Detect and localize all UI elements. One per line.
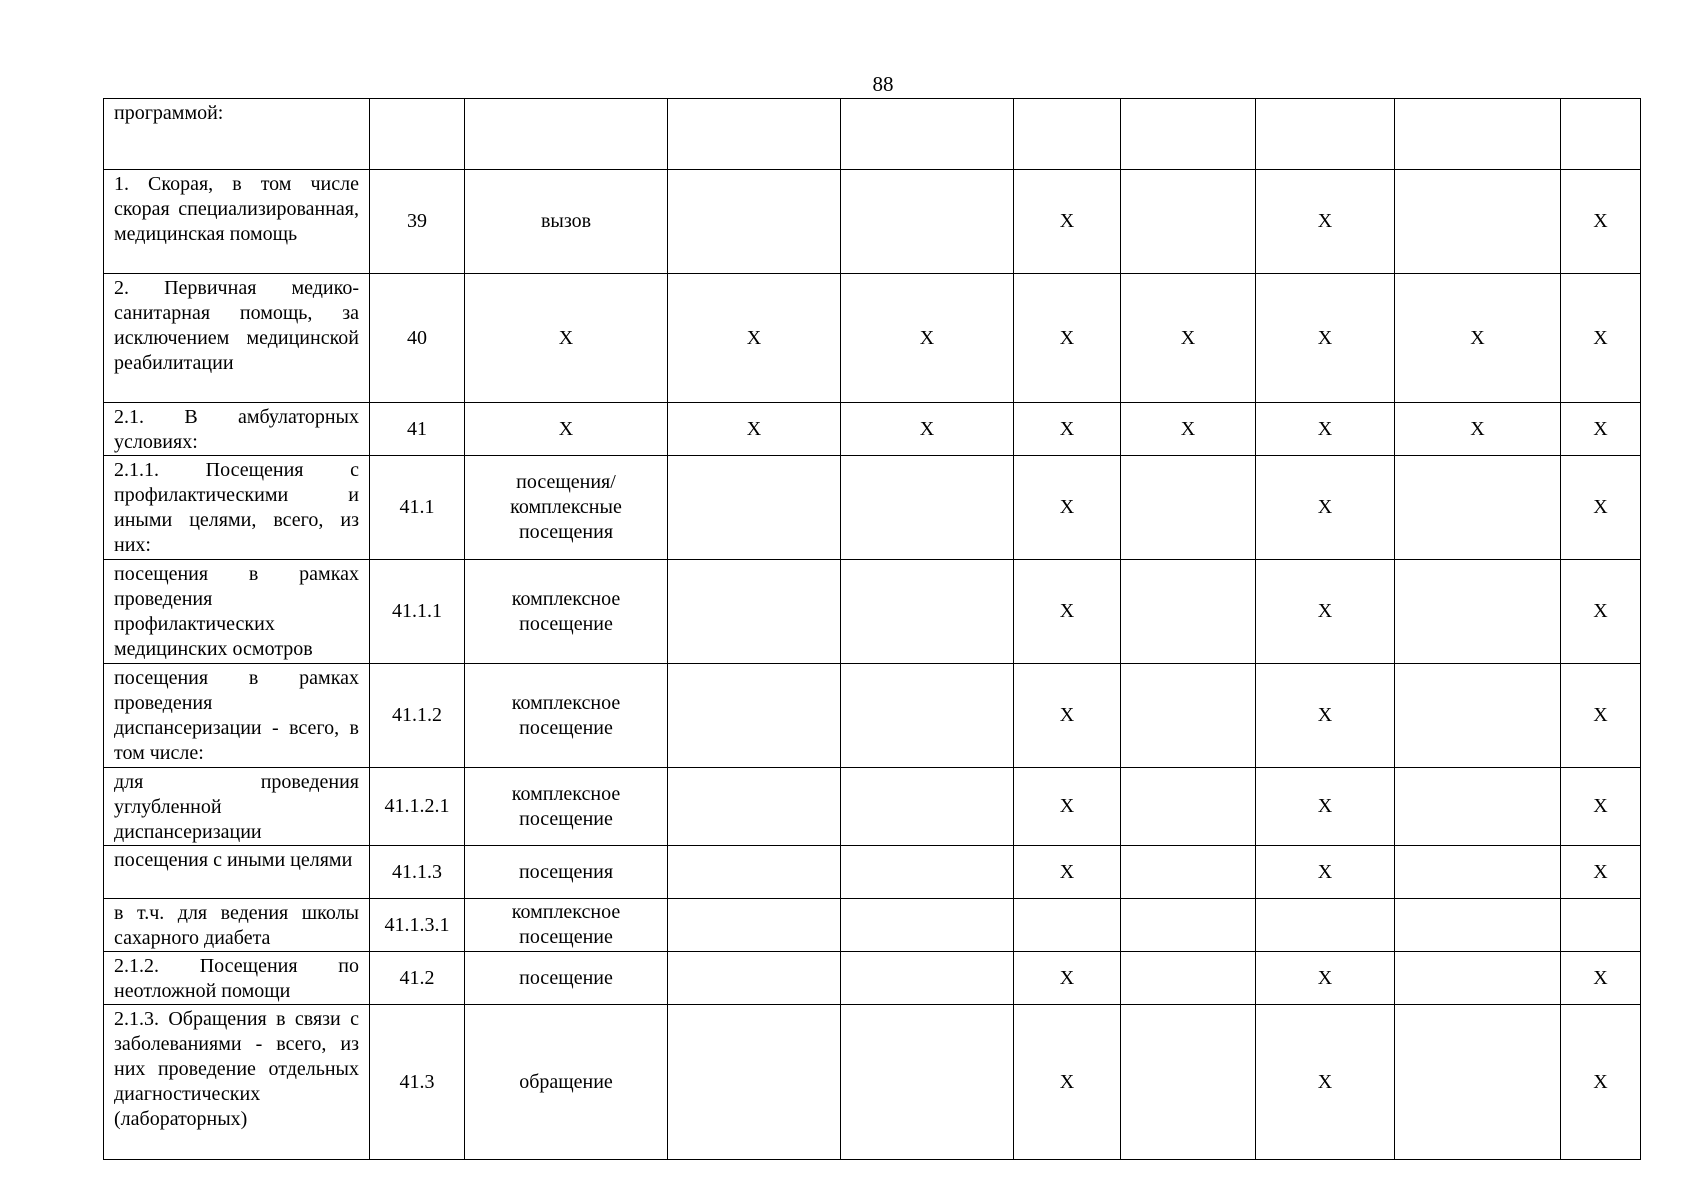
row-cell — [1256, 664, 1395, 768]
row-description — [104, 664, 370, 768]
row-unit-text: посещения/ комплексные посещения — [510, 471, 622, 543]
row-code — [370, 768, 465, 846]
row-description-text: 2.1. В амбулаторных условиях: — [114, 406, 359, 453]
row-unit — [465, 768, 668, 846]
row-cell — [841, 952, 1014, 1005]
row-unit — [465, 1005, 668, 1160]
row-cell — [841, 768, 1014, 846]
row-cell — [1395, 952, 1561, 1005]
row-mark: X — [1593, 704, 1608, 726]
row-cell — [1561, 899, 1641, 952]
row-cell — [1256, 274, 1395, 403]
row-cell — [1395, 560, 1561, 664]
row-unit — [465, 170, 668, 274]
row-cell — [1121, 274, 1256, 403]
row-unit — [465, 456, 668, 560]
row-cell — [668, 456, 841, 560]
row-mark: X — [919, 326, 935, 349]
row-cell — [1561, 560, 1641, 664]
row-code — [370, 456, 465, 560]
row-cell — [1395, 99, 1561, 170]
row-unit — [465, 664, 668, 768]
row-cell — [1561, 1005, 1641, 1160]
row-unit-text: вызов — [540, 210, 592, 232]
row-description-text: в т.ч. для ведения школы сахарного диабета — [114, 902, 359, 949]
row-description — [104, 403, 370, 456]
row-cell — [841, 99, 1014, 170]
row-cell — [1561, 768, 1641, 846]
row-description — [104, 274, 370, 403]
row-description — [104, 952, 370, 1005]
row-mark: X — [1317, 417, 1333, 440]
table-row — [104, 664, 1641, 768]
row-code — [370, 899, 465, 952]
row-unit — [465, 99, 668, 170]
row-code-text: 41.1.2.1 — [384, 795, 450, 817]
row-unit — [465, 899, 668, 952]
row-cell — [1014, 952, 1121, 1005]
row-cell — [1121, 1005, 1256, 1160]
row-cell — [1121, 952, 1256, 1005]
row-cell — [841, 1005, 1014, 1160]
row-code — [370, 1005, 465, 1160]
row-description — [104, 768, 370, 846]
row-unit-text: обращение — [519, 1070, 613, 1093]
table-row — [104, 846, 1641, 899]
row-code — [370, 274, 465, 403]
row-cell — [1014, 170, 1121, 274]
row-cell — [1395, 664, 1561, 768]
row-cell — [668, 1005, 841, 1160]
row-mark: X — [1470, 326, 1485, 349]
row-cell — [1561, 846, 1641, 899]
row-cell — [1561, 664, 1641, 768]
table-row — [104, 456, 1641, 560]
row-cell — [1014, 274, 1121, 403]
row-mark: X — [1593, 1070, 1608, 1093]
row-mark: X — [1059, 1070, 1075, 1093]
row-cell — [1014, 664, 1121, 768]
row-description — [104, 99, 370, 170]
row-cell — [1561, 99, 1641, 170]
row-code-text: 41 — [407, 417, 427, 440]
row-cell — [1121, 846, 1256, 899]
row-cell — [1014, 560, 1121, 664]
row-cell — [1014, 99, 1121, 170]
row-unit-text: комплексное посещение — [511, 901, 621, 948]
row-cell — [1256, 1005, 1395, 1160]
row-mark: X — [1470, 417, 1485, 440]
row-cell — [1395, 846, 1561, 899]
row-mark: X — [1593, 417, 1608, 440]
row-cell — [1256, 846, 1395, 899]
row-cell — [841, 899, 1014, 952]
row-mark: X — [1317, 600, 1333, 622]
row-mark: X — [1059, 417, 1075, 440]
row-description-text: посещения в рамках проведения диспансеризации - всего, в том числе: — [114, 667, 359, 764]
row-cell — [1256, 403, 1395, 456]
row-mark: X — [1593, 795, 1608, 817]
row-mark: X — [1180, 326, 1196, 349]
row-mark: X — [1180, 417, 1196, 440]
row-mark: X — [1059, 795, 1075, 817]
row-unit-text: посещение — [519, 966, 613, 989]
row-description-text: 2. Первичная медико-санитарная помощь, за исключением медицинской реабилитации — [114, 277, 359, 374]
row-mark: X — [1593, 496, 1608, 518]
row-cell — [668, 403, 841, 456]
row-mark: X — [1317, 326, 1333, 349]
row-description-text: для проведения углубленной диспансеризации — [114, 771, 359, 843]
table-row — [104, 1005, 1641, 1160]
table-row — [104, 274, 1641, 403]
row-cell — [841, 664, 1014, 768]
row-cell — [1395, 170, 1561, 274]
row-mark: X — [1317, 496, 1333, 518]
row-mark: X — [1317, 860, 1333, 883]
row-cell — [668, 899, 841, 952]
row-mark: X — [1593, 860, 1608, 883]
row-unit-text: комплексное посещение — [511, 691, 621, 739]
row-cell — [1395, 274, 1561, 403]
row-cell — [1395, 768, 1561, 846]
row-cell — [1561, 952, 1641, 1005]
row-description — [104, 456, 370, 560]
row-code-text: 41.1.2 — [392, 704, 442, 726]
row-cell — [1395, 403, 1561, 456]
row-description-text: 2.1.2. Посещения по неотложной помощи — [114, 955, 359, 1002]
row-unit — [465, 274, 668, 403]
row-cell — [668, 952, 841, 1005]
row-mark: X — [1059, 496, 1075, 518]
row-code — [370, 403, 465, 456]
row-code — [370, 664, 465, 768]
row-description — [104, 170, 370, 274]
row-mark: X — [1317, 704, 1333, 726]
table-row — [104, 99, 1641, 170]
row-cell — [1395, 456, 1561, 560]
row-unit-text: X — [558, 417, 574, 440]
row-cell — [1121, 99, 1256, 170]
row-cell — [1121, 403, 1256, 456]
row-cell — [1256, 952, 1395, 1005]
row-code-text: 41.1 — [399, 496, 435, 518]
row-cell — [1014, 1005, 1121, 1160]
row-mark: X — [746, 326, 762, 349]
row-cell — [1395, 899, 1561, 952]
row-cell — [668, 99, 841, 170]
table-row — [104, 403, 1641, 456]
row-code-text: 39 — [407, 210, 427, 232]
row-mark: X — [1317, 210, 1333, 232]
table-row — [104, 170, 1641, 274]
services-table — [103, 98, 1641, 1160]
row-unit-text: комплексное посещение — [511, 587, 621, 635]
row-cell — [841, 560, 1014, 664]
row-cell — [1561, 403, 1641, 456]
row-cell — [1121, 664, 1256, 768]
row-code-text: 41.3 — [399, 1070, 435, 1093]
row-code — [370, 846, 465, 899]
row-unit-text: X — [558, 326, 574, 349]
row-cell — [668, 274, 841, 403]
row-cell — [1121, 768, 1256, 846]
row-cell — [1256, 899, 1395, 952]
row-description-text: посещения в рамках проведения профилактических медицинских осмотров — [114, 563, 359, 660]
row-code-text: 40 — [407, 326, 427, 349]
row-cell — [1014, 846, 1121, 899]
row-description-text: 2.1.1. Посещения с профилактическими и иными целями, всего, из них: — [114, 459, 359, 556]
row-cell — [668, 664, 841, 768]
row-description-text: посещения с иными целями — [114, 849, 353, 871]
row-description-text: 2.1.3. Обращения в связи с заболеваниями - всего, из них проведение отдельных диагностических (лабораторных) — [114, 1008, 359, 1130]
row-mark: X — [919, 417, 935, 440]
row-unit — [465, 952, 668, 1005]
row-mark: X — [1059, 600, 1075, 622]
row-description-text: 1. Скорая, в том числе скорая специализированная, медицинская помощь — [114, 173, 359, 245]
row-cell — [1014, 456, 1121, 560]
row-mark: X — [1059, 860, 1075, 883]
row-cell — [1561, 170, 1641, 274]
row-unit-text: комплексное посещение — [511, 782, 621, 830]
table-row — [104, 899, 1641, 952]
row-mark: X — [1059, 704, 1075, 726]
row-mark: X — [1593, 600, 1608, 622]
row-cell — [1121, 899, 1256, 952]
row-description — [104, 1005, 370, 1160]
page-number: 88 — [872, 72, 894, 96]
row-cell — [1121, 170, 1256, 274]
row-unit-text: посещения — [518, 860, 614, 883]
row-cell — [668, 560, 841, 664]
row-cell — [841, 456, 1014, 560]
row-description — [104, 560, 370, 664]
row-description — [104, 899, 370, 952]
row-mark: X — [1593, 326, 1608, 349]
row-code-text: 41.1.1 — [392, 600, 442, 622]
row-unit — [465, 560, 668, 664]
row-mark: X — [1317, 795, 1333, 817]
row-code — [370, 170, 465, 274]
row-mark: X — [1317, 1070, 1333, 1093]
row-cell — [668, 170, 841, 274]
row-code — [370, 952, 465, 1005]
row-mark: X — [1059, 966, 1075, 989]
row-code-text: 41.1.3.1 — [384, 913, 450, 936]
row-cell — [1121, 456, 1256, 560]
row-code-text: 41.2 — [399, 966, 435, 989]
table-row — [104, 560, 1641, 664]
row-cell — [841, 403, 1014, 456]
row-cell — [1395, 1005, 1561, 1160]
row-mark: X — [1593, 210, 1608, 232]
row-cell — [668, 846, 841, 899]
row-mark: X — [1317, 966, 1333, 989]
row-cell — [1256, 99, 1395, 170]
row-code — [370, 99, 465, 170]
row-cell — [1256, 560, 1395, 664]
row-description-text: программой: — [114, 102, 224, 124]
row-cell — [1561, 274, 1641, 403]
row-cell — [1014, 899, 1121, 952]
row-mark: X — [1059, 210, 1075, 232]
row-mark: X — [1059, 326, 1075, 349]
row-description — [104, 846, 370, 899]
row-cell — [1561, 456, 1641, 560]
row-cell — [1256, 456, 1395, 560]
row-cell — [1014, 403, 1121, 456]
row-unit — [465, 846, 668, 899]
row-cell — [841, 274, 1014, 403]
row-cell — [841, 846, 1014, 899]
table-row — [104, 952, 1641, 1005]
row-cell — [1014, 768, 1121, 846]
row-cell — [668, 768, 841, 846]
row-code — [370, 560, 465, 664]
table-row — [104, 768, 1641, 846]
row-code-text: 41.1.3 — [392, 860, 442, 883]
row-cell — [1121, 560, 1256, 664]
row-cell — [1256, 170, 1395, 274]
row-mark: X — [1593, 966, 1608, 989]
row-cell — [841, 170, 1014, 274]
row-unit — [465, 403, 668, 456]
row-cell — [1256, 768, 1395, 846]
row-mark: X — [746, 417, 762, 440]
